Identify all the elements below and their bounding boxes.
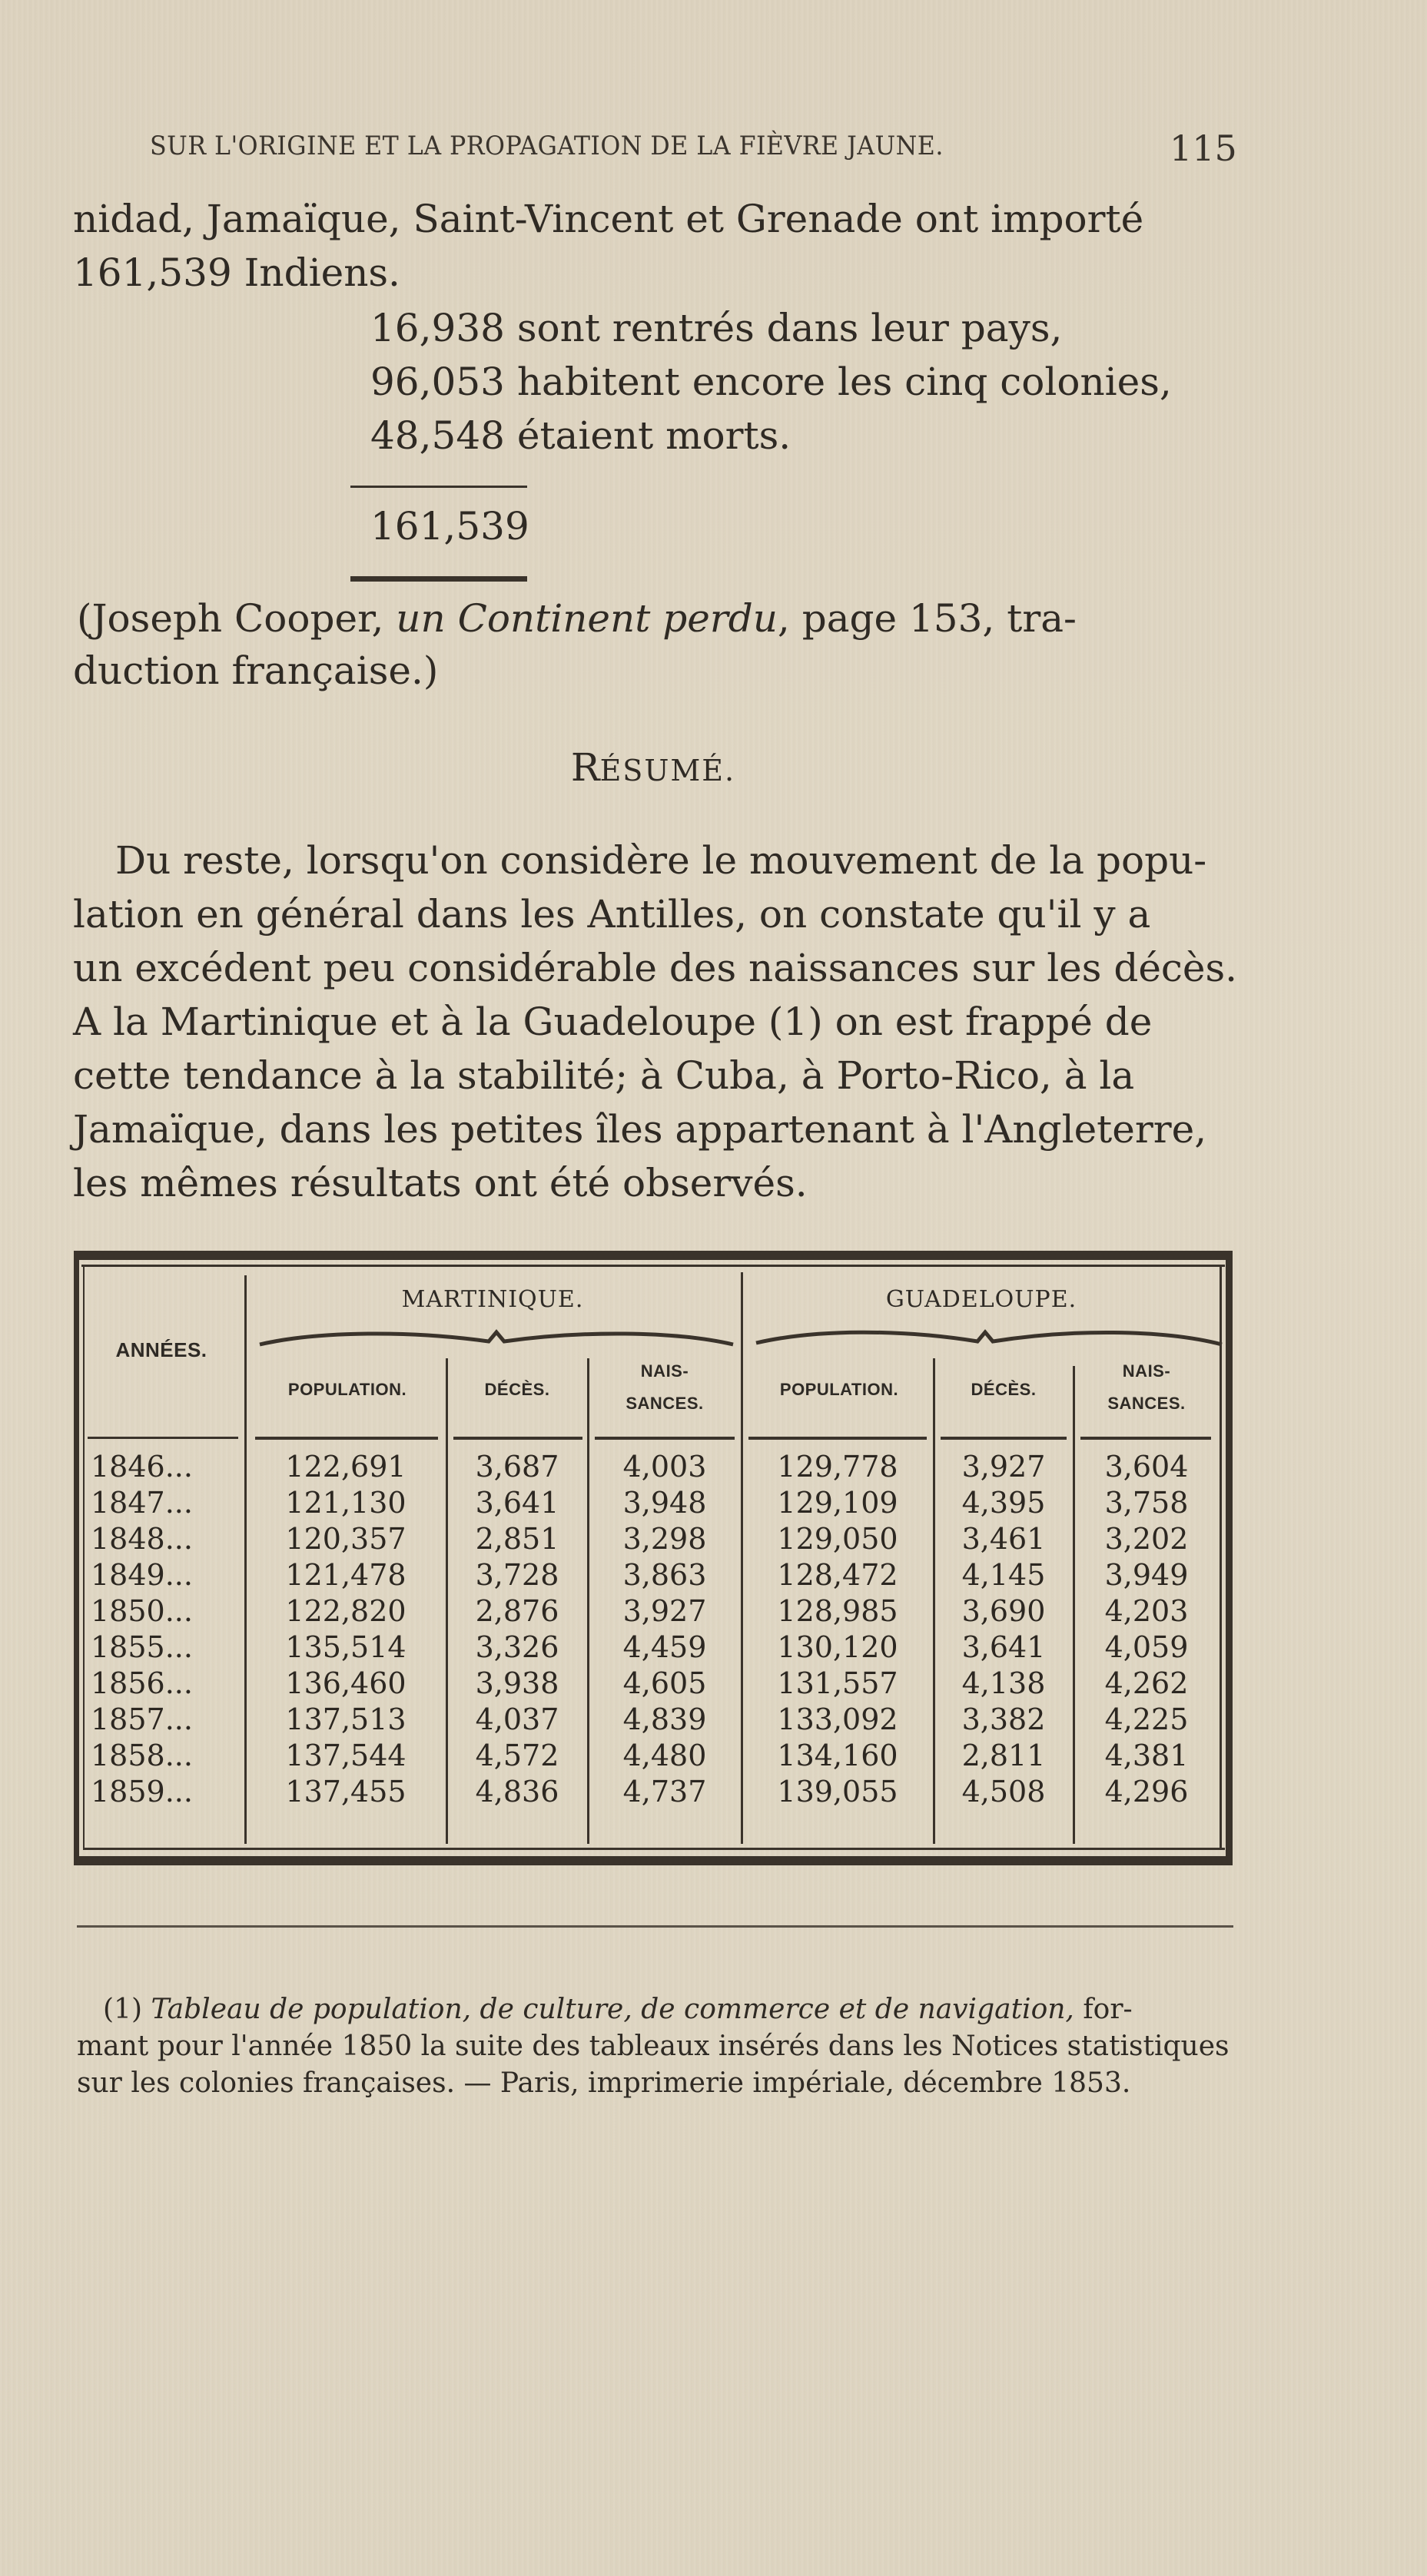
- year-cell: 1856...: [91, 1666, 193, 1700]
- year-cell: 1847...: [91, 1486, 193, 1520]
- table-cell-m-pop: 136,460: [285, 1666, 407, 1700]
- table-cell-m-dec: 3,938: [475, 1666, 559, 1700]
- table-cell-m-nais: 3,948: [622, 1486, 707, 1520]
- sum-rule: [350, 486, 527, 488]
- breakdown-item: [370, 355, 1172, 409]
- column-divider: [1073, 1366, 1075, 1844]
- table-cell-g-dec: 3,382: [961, 1702, 1046, 1736]
- table-cell-g-dec: 3,641: [961, 1630, 1046, 1664]
- table-cell-m-pop: 137,455: [285, 1775, 407, 1809]
- table-cell-g-pop: 134,160: [777, 1739, 898, 1772]
- table-cell-g-nais: 4,262: [1104, 1666, 1189, 1700]
- table-cell-m-nais: 4,737: [622, 1775, 707, 1809]
- table-cell-m-nais: 3,298: [622, 1522, 707, 1556]
- year-cell: 1848...: [91, 1522, 193, 1556]
- footnote-marker: (1): [103, 1994, 142, 2025]
- total-rule: [350, 576, 527, 582]
- table-border-top: [74, 1251, 1233, 1260]
- table-cell-g-dec: 4,138: [961, 1666, 1046, 1700]
- table-cell-g-nais: 4,296: [1104, 1775, 1189, 1809]
- table-cell-m-dec: 4,037: [475, 1702, 559, 1736]
- years-column-header: ANNÉES.: [115, 1338, 207, 1361]
- table-cell-g-nais: 4,059: [1104, 1630, 1189, 1664]
- year-cell: 1850...: [91, 1594, 193, 1628]
- table-cell-g-dec: 4,508: [961, 1775, 1046, 1809]
- brace-icon: [755, 1324, 1223, 1348]
- martinique-naissances-header-2: SANCES.: [626, 1394, 704, 1413]
- page-number: 115: [1170, 128, 1237, 169]
- table-cell-g-nais: 3,604: [1104, 1450, 1189, 1484]
- table-cell-g-dec: 4,145: [961, 1558, 1046, 1592]
- header-underline: [88, 1437, 238, 1439]
- intro-line-2: 161,539 Indiens.: [73, 250, 400, 295]
- table-cell-g-pop: 130,120: [777, 1630, 898, 1664]
- table-cell-g-dec: 3,927: [961, 1450, 1046, 1484]
- citation-line-1: [77, 592, 1077, 645]
- table-cell-g-nais: 4,225: [1104, 1702, 1189, 1736]
- table-cell-m-pop: 122,691: [285, 1450, 407, 1484]
- breakdown-item: [370, 409, 791, 462]
- citation-page: , page 153, tra-: [777, 596, 1077, 641]
- table-cell-m-dec: 3,641: [475, 1486, 559, 1520]
- column-divider: [933, 1358, 935, 1844]
- martinique-deces-header: DÉCÈS.: [484, 1380, 550, 1399]
- table-cell-m-pop: 121,478: [285, 1558, 407, 1592]
- table-cell-g-nais: 3,949: [1104, 1558, 1189, 1592]
- header-underline: [453, 1437, 582, 1440]
- table-cell-m-pop: 137,513: [285, 1702, 407, 1736]
- intro-line-1: nidad, Jamaïque, Saint-Vincent et Grenade ont importé: [73, 197, 1144, 241]
- table-border-right-inner: [1220, 1265, 1222, 1848]
- group-header-martinique: MARTINIQUE.: [401, 1286, 584, 1313]
- column-divider: [446, 1358, 448, 1844]
- table-cell-m-dec: 2,851: [475, 1522, 559, 1556]
- table-cell-m-nais: 4,459: [622, 1630, 707, 1664]
- table-cell-g-nais: 4,203: [1104, 1594, 1189, 1628]
- header-underline: [941, 1437, 1067, 1440]
- breakdown-count: 16,938: [370, 306, 505, 350]
- breakdown-text: habitent encore les cinq colonies,: [516, 360, 1172, 404]
- table-cell-m-pop: 120,357: [285, 1522, 407, 1556]
- table-cell-m-pop: 122,820: [285, 1594, 407, 1628]
- table-cell-g-dec: 3,690: [961, 1594, 1046, 1628]
- year-cell: 1859...: [91, 1775, 193, 1809]
- guadeloupe-naissances-header-1: NAIS-: [1122, 1361, 1171, 1381]
- table-cell-m-dec: 4,836: [475, 1775, 559, 1809]
- running-header: SUR L'ORIGINE ET LA PROPAGATION DE LA FIÈVRE JAUNE.: [150, 131, 944, 161]
- header-underline: [255, 1437, 438, 1440]
- table-cell-g-pop: 129,778: [777, 1450, 898, 1484]
- footnote-line-1: [103, 1991, 1133, 2028]
- breakdown-text: sont rentrés dans leur pays,: [516, 306, 1063, 350]
- table-cell-g-pop: 131,557: [777, 1666, 898, 1700]
- header-underline: [595, 1437, 735, 1440]
- table-cell-m-nais: 4,605: [622, 1666, 707, 1700]
- paragraph-line: cette tendance à la stabilité; à Cuba, à Porto-Rico, à la: [73, 1053, 1135, 1098]
- table-cell-m-pop: 137,544: [285, 1739, 407, 1772]
- footnote-rule: [77, 1925, 1233, 1928]
- martinique-population-header: POPULATION.: [287, 1380, 407, 1399]
- column-divider: [244, 1275, 247, 1844]
- table-cell-g-dec: 4,395: [961, 1486, 1046, 1520]
- table-cell-m-dec: 2,876: [475, 1594, 559, 1628]
- table-cell-g-pop: 133,092: [777, 1702, 898, 1736]
- table-cell-m-nais: 3,863: [622, 1558, 707, 1592]
- table-border-bottom-inner: [83, 1848, 1225, 1850]
- breakdown-count: 48,548: [370, 413, 505, 458]
- breakdown-total: 161,539: [370, 504, 529, 549]
- footnote-line-1-end: for-: [1074, 1994, 1133, 2025]
- brace-icon: [258, 1324, 735, 1348]
- breakdown-item: [370, 301, 1062, 355]
- year-cell: 1857...: [91, 1702, 193, 1736]
- table-border-right: [1226, 1251, 1233, 1865]
- year-cell: 1858...: [91, 1739, 193, 1772]
- section-title: [0, 745, 1306, 790]
- year-cell: 1846...: [91, 1450, 193, 1484]
- section-title-rest: ÉSUMÉ.: [599, 754, 736, 787]
- table-cell-g-pop: 128,985: [777, 1594, 898, 1628]
- citation-author: (Joseph Cooper,: [77, 596, 397, 641]
- table-cell-m-pop: 135,514: [285, 1630, 407, 1664]
- population-table: [74, 1251, 1233, 1865]
- table-cell-g-dec: 2,811: [961, 1739, 1046, 1772]
- year-cell: 1849...: [91, 1558, 193, 1592]
- group-header-guadeloupe: GUADELOUPE.: [885, 1286, 1077, 1313]
- table-cell-g-nais: 4,381: [1104, 1739, 1189, 1772]
- table-cell-m-pop: 121,130: [285, 1486, 407, 1520]
- paragraph-line: Du reste, lorsqu'on considère le mouvement de la popu-: [115, 838, 1207, 883]
- breakdown-text: étaient morts.: [516, 413, 791, 458]
- guadeloupe-naissances-header-2: SANCES.: [1107, 1394, 1186, 1413]
- table-border-top-inner: [81, 1265, 1225, 1267]
- footnote-title: Tableau de population, de culture, de commerce et de navigation,: [151, 1994, 1074, 2025]
- section-title-initial: R: [570, 745, 600, 790]
- table-cell-g-nais: 3,758: [1104, 1486, 1189, 1520]
- paragraph-line: A la Martinique et à la Guadeloupe (1) on est frappé de: [73, 1000, 1153, 1044]
- year-cell: 1855...: [91, 1630, 193, 1664]
- citation-line-2: duction française.): [73, 648, 439, 693]
- header-underline: [1080, 1437, 1211, 1440]
- table-cell-g-nais: 3,202: [1104, 1522, 1189, 1556]
- table-cell-m-dec: 3,687: [475, 1450, 559, 1484]
- table-border-left: [74, 1251, 79, 1858]
- martinique-naissances-header-1: NAIS-: [640, 1361, 689, 1381]
- group-divider: [741, 1272, 743, 1844]
- paragraph-line: un excédent peu considérable des naissances sur les décès.: [73, 946, 1238, 990]
- table-cell-g-pop: 129,050: [777, 1522, 898, 1556]
- table-cell-m-dec: 4,572: [475, 1739, 559, 1772]
- breakdown-count: 96,053: [370, 360, 505, 404]
- table-border-bottom: [74, 1856, 1233, 1865]
- table-cell-g-pop: 129,109: [777, 1486, 898, 1520]
- footnote-line-2: mant pour l'année 1850 la suite des tableaux insérés dans les Notices statistiques: [77, 2031, 1230, 2062]
- paragraph-line: les mêmes résultats ont été observés.: [73, 1161, 808, 1205]
- table-cell-m-nais: 4,839: [622, 1702, 707, 1736]
- table-cell-m-dec: 3,728: [475, 1558, 559, 1592]
- table-cell-g-dec: 3,461: [961, 1522, 1046, 1556]
- table-cell-m-nais: 4,480: [622, 1739, 707, 1772]
- paragraph-line: Jamaïque, dans les petites îles appartenant à l'Angleterre,: [73, 1107, 1207, 1152]
- guadeloupe-population-header: POPULATION.: [779, 1380, 899, 1399]
- table-cell-m-dec: 3,326: [475, 1630, 559, 1664]
- footnote-line-3: sur les colonies françaises. — Paris, imprimerie impériale, décembre 1853.: [77, 2067, 1131, 2099]
- table-cell-m-nais: 4,003: [622, 1450, 707, 1484]
- column-divider: [587, 1358, 589, 1844]
- table-cell-m-nais: 3,927: [622, 1594, 707, 1628]
- table-cell-g-pop: 139,055: [777, 1775, 898, 1809]
- citation-title: un Continent perdu: [396, 596, 778, 641]
- paragraph-line: lation en général dans les Antilles, on constate qu'il y a: [73, 892, 1151, 937]
- header-underline: [748, 1437, 927, 1440]
- guadeloupe-deces-header: DÉCÈS.: [971, 1380, 1037, 1399]
- table-cell-g-pop: 128,472: [777, 1558, 898, 1592]
